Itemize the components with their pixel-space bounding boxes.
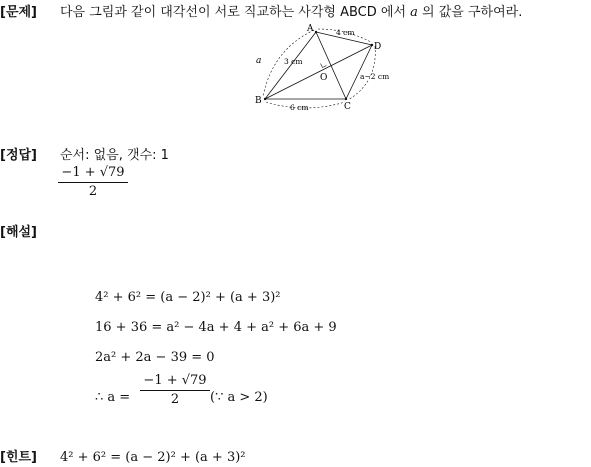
solution-eq3: 2a² + 2a − 39 = 0 [95, 350, 215, 365]
vertex-a-dot [315, 31, 317, 33]
answer-denominator: 2 [88, 184, 98, 199]
hint-label: [힌트] [0, 450, 37, 465]
problem-text-after: 의 값을 구하여라. [417, 5, 523, 20]
problem-variable: a [410, 5, 418, 20]
solution-eq1: 4² + 6² = (a − 2)² + (a + 3)² [95, 290, 281, 305]
center-o-label: O [320, 73, 328, 83]
diagonal-bd [265, 45, 372, 99]
problem-text [60, 5, 522, 21]
right-angle-mark [321, 64, 327, 68]
side-4cm-label: 4 cm [336, 28, 355, 37]
solution-eq2: 16 + 36 = a² − 4a + 4 + a² + 6a + 9 [95, 320, 337, 335]
solution-eq4-prefix: ∴ a = [95, 390, 131, 405]
vertex-b-dot [264, 98, 266, 100]
vertex-d-label: D [374, 42, 382, 52]
solution-eq4-suffix: (∵ a > 2) [210, 390, 268, 405]
vertex-b-label: B [255, 96, 262, 106]
side-6cm-label: 6 cm [290, 103, 309, 112]
problem-label: [문제] [0, 5, 37, 20]
answer-label: [정답] [0, 148, 37, 163]
solution-label: [해설] [0, 225, 37, 240]
solution-denominator: 2 [170, 392, 180, 407]
vertex-a-label: A [307, 24, 314, 34]
vertex-d-dot [371, 44, 373, 46]
problem-text-before: 다음 그림과 같이 대각선이 서로 직교하는 사각형 ABCD 에서 [60, 5, 411, 20]
answer-numerator: −1 + √79 [61, 165, 125, 180]
vertex-c-dot [345, 98, 347, 100]
solution-numerator: −1 + √79 [143, 373, 207, 388]
solution-fraction [140, 373, 210, 408]
answer-fraction [58, 165, 128, 200]
quadrilateral-figure [250, 22, 400, 114]
side-a-label: a [256, 56, 262, 66]
hint-equation: 4² + 6² = (a − 2)² + (a + 3)² [60, 450, 246, 465]
solution-fraction-bar [140, 390, 210, 391]
answer-fraction-bar [58, 182, 128, 183]
side-a2cm-label: a−2 cm [360, 72, 390, 81]
side-3cm-label: 3 cm [284, 57, 303, 66]
vertex-c-label: C [344, 102, 351, 112]
answer-meta: 순서: 없음, 갯수: 1 [60, 148, 169, 163]
